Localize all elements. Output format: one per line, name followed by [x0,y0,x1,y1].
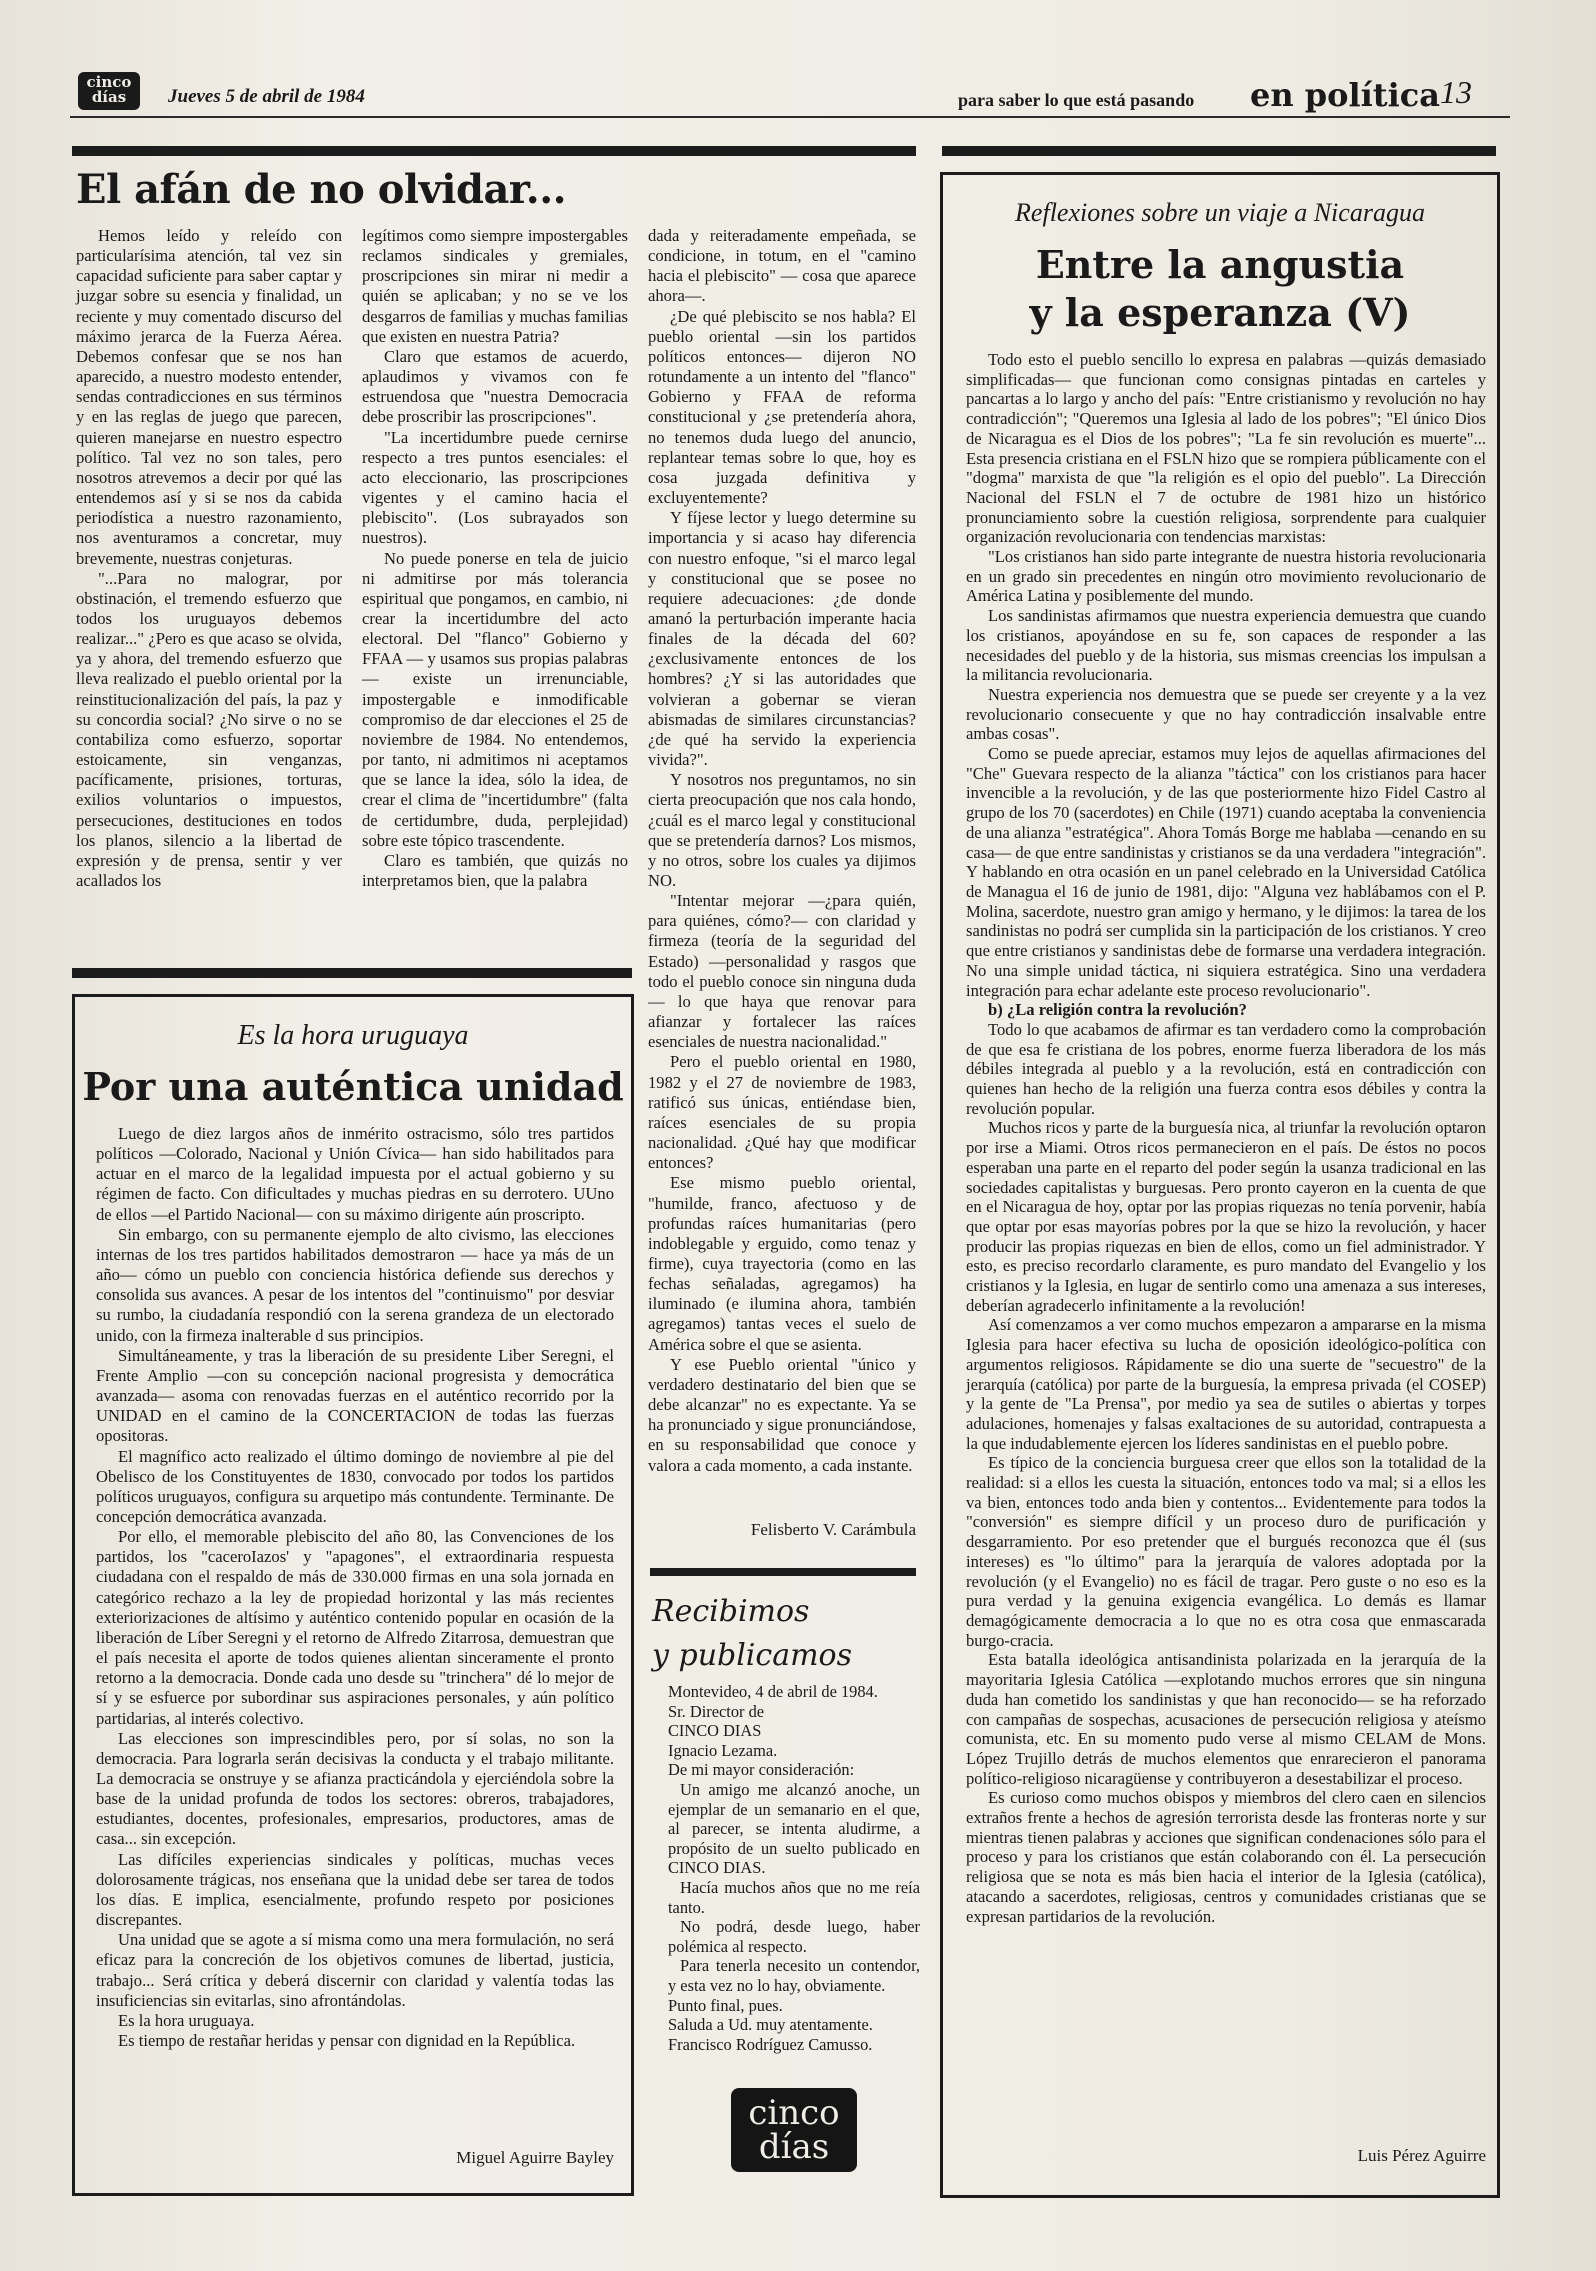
article3-letter [668,1682,920,2054]
paragraph: El magnífico acto realizado el último domingo de noviembre al pie del Obelisco de los Constituyentes de 1830, convocado por todos los partidos políticos uruguayos, configura su arquetipo más contundente. Terminante. De concepción democrática avanzada. [96,1446,614,1526]
paragraph: Nuestra experiencia nos demuestra que se puede ser creyente y a la vez revolucionario consecuente y que no hay contradicción insalvable entre ambas cosas". [966,684,1486,744]
paragraph: Y nosotros nos preguntamos, no sin cierta preocupación que nos cala hondo, ¿cuál es el marco legal y constitucional que se pretendería darnos? Los mismos, y no otros, sobre los cuales ya dijimos NO. [648,770,916,890]
letter-line: Sr. Director de [668,1701,765,1721]
paragraph: Y ese Pueblo oriental "único y verdadero destinatario del bien que se debe alcanzar" no es expectante. Ya se ha pronunciado y sigue pronunciándose, en su responsabilidad que conoce y valora a cada momento, a cada instante. [648,1354,916,1475]
paragraph: Es tiempo de restañar heridas y pensar con dignidad en la República. [118,2031,576,2051]
article3-title-line2: y publicamos [652,1638,852,1673]
article1-col1 [76,226,342,891]
paragraph: No puede ponerse en tela de juicio ni admitirse por más tolerancia espiritual que pongamos, en cambio, ni crear la incertidumbre del acto electoral. Del "flanco" Gobierno y FFAA — y usamos sus propias palabras— existe un irrenunciable, impostergable e inmodificable compromiso de dar elecciones el 25 de noviembre de 1984. No entendemos, por tanto, ni admitimos ni aceptamos que se lance la idea, sólo la idea, de crear el clima de "incertidumbre" (falta de certidumbre, duda, perplejidad) sobre este tópico trascendente. [362,548,628,850]
paragraph: "La incertidumbre puede cernirse respecto a tres puntos esenciales: el acto eleccionario, las proscripciones vigentes y el camino hacia el plebiscito". (Los subrayados son nuestros). [362,427,628,548]
letter-line: CINCO DIAS [668,1721,762,1741]
paragraph: Todo esto el pueblo sencillo lo expresa en palabras —quizás demasiado simplificadas— que funcionan como consignas pintadas en carteles y pancartas a lo largo y ancho del país: "Entre cristianismo y revolución no hay contradicción"; "Queremos una Iglesia al lado de los pobres"; "El único Dios de Nicaragua es el Dios de los pobres"; "La fe sin revolución es muerte"... Esta presencia cristiana en el FSLN hizo que se rompiera públicamente con el "dogma" marxista de que "la religión es el opio del pueblo". La Dirección Nacional del FSLN el 7 de octubre de 1981 hizo un histórico pronunciamiento sobre la cuestión religiosa, sorprendente para cualquier organización revolucionaria con tendencias marxistas: [966,350,1486,547]
header-rule [70,116,1510,118]
paragraph: "Los cristianos han sido parte integrante de nuestra historia revolucionaria en un grado sin precedentes en ningún otro movimiento revolucionario de América Latina y posiblemente del mundo. [966,547,1486,606]
paragraph: Un amigo me alcanzó anoche, un ejemplar de un semanario en el que, al parecer, se intenta aludirme, a propósito de un suelto publicado en CINCO DIAS. [668,1779,920,1878]
cinco-dias-logo-bottom [731,2088,857,2172]
article4-title-line2: y la esperanza (V) [1029,290,1411,335]
paragraph: legítimos como siempre impostergables reclamos sindicales y gremiales, proscripciones sin mirar ni medir a quién se aplicaban; y no se ve los desgarros de familias y muchas familias que existen en nuestra Patria? [362,226,628,346]
article4-signature: Luis Pérez Aguirre [1357,2146,1486,2165]
paragraph: Es típico de la conciencia burguesa creer que ellos son la totalidad de la realidad: si a ellos les cuesta la situación, entonces todo va mal; si a ellos les va bien, entonces todo anda bien y contentos... Evidentemente para todos la "conversión" es siempre difícil y un proceso duro de purificación y desgarramiento. Por eso pretender que el burgués reconozca que él (sus intereses) es "lo último" para la jerarquía de valores adoptada por la revolución (y el Evangelio) no es fácil de tragar. Pero guste o no eso es la pura verdad y la genuina exigencia evangélica. Lo demás es llamar demagógicamente democracia a lo que no es otra cosa que enmascarada burgo-cracia. [966,1453,1486,1650]
paragraph: Las elecciones son imprescindibles pero, por sí solas, no son la democracia. Para lograrla serán decisivas la conducta y el trabajo militante. La democracia se onstruye y se afianza practicándola y ejerciéndola sobre la base de la unidad profunda de todos los sectores: obreros, trabajadores, estudiantes, docentes, profesionales, empresarios, productores, amas de casa... sin excepción. [96,1728,614,1849]
paragraph: Una unidad que se agote a sí misma como una mera formulación, no será eficaz para la concreción de los objetivos comunes de libertad, justicia, trabajo... Será crítica y deberá discernir con claridad y valentía todas las insuficiencias sin evitarlas, sino afrontándolas. [96,1930,614,2010]
paragraph: Los sandinistas afirmamos que nuestra experiencia demuestra que cuando los cristianos, apoyándose en su fe, son capaces de responder a las necesidades del pueblo y de la historia, sus mismas creencias los impulsan a la militancia revolucionaria. [966,606,1486,685]
paragraph: ¿De qué plebiscito se nos habla? El pueblo oriental —sin los partidos políticos entonces— dijeron NO rotundamente a un intento del "flanco" Gobierno y FFAA de reforma constitucional y ¿se pretendería ahora, no tenemos duda luego del anuncio, replantear temas sobre lo que, hoy es cosa juzgada definitiva y excluyentemente? [648,306,916,508]
article4-top-bar [942,146,1496,156]
logo-text: cinco días [748,2093,840,2167]
header-tagline: para saber lo que está pasando [958,90,1195,110]
article1-top-bar [72,146,916,156]
page-number: 13 [1440,74,1472,110]
article1-col3 [648,226,916,1476]
paragraph: Hemos leído y releído con particularísima atención, tal vez sin capacidad suficiente para saber captar y juzgar sobre su esencia y finalidad, un reciente y muy comentado discurso del máximo jerarca de la Fuerza Aérea. Debemos confesar que se nos han aparecido, a nuestro modesto entender, sendas contradicciones en sus términos y en las reglas de juego que parecen, quieren manejarse en nuestro espectro político. Tal vez no son tales, pero nosotros atrevemos a decir por qué las entendemos así y si se nos da cabida periodística a nuestro razonamiento, nos aventuramos a concretar, muy brevemente, nuestras conjeturas. [76,226,342,568]
article2-kicker: Es la hora uruguaya [237,1020,469,1051]
paragraph: dada y reiteradamente empeñada, se condicione, in totum, en el "camino hacia el plebiscito" — cosa que aparece ahora—. [648,226,916,306]
paragraph: Es curioso como muchos obispos y miembros del clero caen en silencios extraños frente a hechos de agresión terrorista desde las fronteras norte y sur mientras tienen palabras y acciones que significan condenaciones sólo para el proceso y para los cristianos que están colaborando con él. La persecución religiosa que se nota es más bien hacia el interior de la Iglesia (católica), atacando a sacerdotes, religiosas, centros y comunidades cristianas que se expresan partidarios de la revolución. [966,1788,1486,1926]
paragraph: Así comenzamos a ver como muchos empezaron a ampararse en la misma Iglesia para hacer efectiva su lucha de oposición ideológico-política con argumentos religiosos. Rápidamente se dio una suerte de "secuestro" de la jerarquía (católica) por parte de la burguesía, la empresa privada (el COSEP) y la gente de "La Prensa", por medio ya sea de sutiles o abiertas y torpes adulaciones, homenajes y falsas exaltaciones de su autoridad, contrapuesta a la que indudablemente ejercen los líderes sandinistas en el pueblo pobre. [966,1315,1486,1453]
paragraph: Esta batalla ideológica antisandinista polarizada en la jerarquía de la mayoritaria Iglesia Católica —explotando muchos errores que sin ninguna duda han cometido los sandinistas y que han reconocido— se ha reforzado con campañas de sospechas, acusaciones de persecución religiosa y ateísmo comunista, etc. En su momento pudo verse al mismo CELAM de Mons. López Trujillo detrás de muchos elementos que enrarecieron el panorama político-religioso nicaragüense y contribuyeron a desestabilizar el proceso. [966,1650,1486,1788]
paragraph: Como se puede apreciar, estamos muy lejos de aquellas afirmaciones del "Che" Guevara respecto de la alianza "táctica" con los cristianos para hacer invencible a la revolución, y de las que posteriormente hizo Fidel Castro al grupo de los 70 (sacerdotes) en Chile (1971) cuando aceptaba la conveniencia de una alianza "estratégica". Ahora Tomás Borge me hablaba —cenando en su casa— de que entre sandinistas y cristianos se da una verdadera "integración". Y hablando en otra ocasión en un panel celebrado en la Universidad Católica de Managua el 16 de junio de 1981, dijo: "Alguna vez hablábamos con el P. Molina, sacerdote, nuestro gran amigo y hermano, y le dijimos: la tarea de los sandinistas no podrá ser cumplida sin la participación de los cristianos. Y creo que entre cristianos y sandinistas debe de formarse una verdadera integración. No una simple unidad táctica, ni siquiera estratégica. Sino una verdadera integración para echar adelante este proceso revolucionario". [966,744,1486,1000]
paragraph: Ese mismo pueblo oriental, "humilde, franco, afectuoso y de profundas raíces humanitarias (pero indoblegable y erguido, como tenaz y firme), cuya trayectoria (como en las fechas señaladas, agregamos) ha iluminado (e ilumina ahora, también agregamos) tantas veces el suelo de América sobre el que se asienta. [648,1173,916,1354]
paragraph: Es la hora uruguaya. [118,2010,255,2030]
article4-title-line1: Entre la angustia [1035,242,1405,287]
paragraph: Muchos ricos y parte de la burguesía nica, al triunfar la revolución optaron por irse a Miami. Otros ricos permanecieron en el país. De éstos no pocos esperaban una parte en el reparto del poder según la usanza tradicional en las sociedades capitalistas y burguesas. Pero pronto cayeron en la cuenta de que en el Nicaragua de hoy, optar por las propias riquezas no tenía porvenir, había que optar por esas mayorías pobres por la que se hizo la revolución, y hacer producir las propias riquezas en bien de ellos, como un fiel administrador. Y esto, es preciso recordarlo claramente, es puro mandato del Evangelio y los cristianos y la Iglesia, en lugar de sentirlo como una amenaza a sus intereses, deberían agradecerlo infinitamente a la revolución! [966,1118,1486,1315]
paragraph: Luego de diez largos años de inmérito ostracismo, sólo tres partidos políticos —Colorado, Nacional y Unión Cívica— han sido habilitados para actuar en el marco de la legalidad impuesta por el actual gobierno y su régimen de facto. Con dificultades y muchas piedras en su derrotero. UUno de ellos —el Partido Nacional— con su máximo dirigente aún proscripto. [96,1124,614,1224]
paragraph: "Intentar mejorar —¿para quién, para quiénes, cómo?— con claridad y firmeza (teoría de la seguridad del Estado) —personalidad y rasgos que todo el pueblo conoce sin ninguna duda— lo que haya que renovar para afianzar y fortalecer las raíces esenciales de nuestra nacionalidad." [648,891,916,1052]
paragraph: No podrá, desde luego, haber polémica al respecto. [668,1917,920,1956]
article1-title: El afán de no olvidar... [76,166,567,213]
article3-top-bar [650,1568,916,1576]
paragraph: Claro que estamos de acuerdo, aplaudimos y vivamos con fe estruendosa que "nuestra Democracia debe proscribir las proscripciones". [362,346,628,427]
article2-top-bar [72,968,632,978]
paragraph: Hacía muchos años que no me reía tanto. [668,1877,920,1917]
issue-date: Jueves 5 de abril de 1984 [168,86,365,107]
paragraph: Simultáneamente, y tras la liberación de su presidente Liber Seregni, el Frente Amplio —con su concepción nacional progresista y democrática avanzada— asoma con renovadas fuerzas en el auténtico recorrido por la UNIDAD en el camino de la CONCERTACION de todas las fuerzas opositoras. [96,1345,614,1446]
paragraph: Punto final, pues. [668,1995,783,2015]
article2-title: Por una auténtica unidad [82,1064,624,1109]
article2-body [96,1124,614,2051]
article1-col2 [362,226,628,891]
paragraph: Sin embargo, con su permanente ejemplo de alto civismo, las elecciones internas de los tres partidos habilitados demostraron — hace ya más de un año— cómo un pueblo con conciencia histórica defiende sus derechos y consolida sus avances. A pesar de los intentos del "continuismo" por desviar su rumbo, la ciudadanía respondió con la serena grandeza de un electorado unido, con la firmeza inalterable d sus principios. [96,1224,614,1345]
paragraph: Las difíciles experiencias sindicales y políticas, muchas veces dolorosamente trágicas, nos enseñana que la unidad debe ser tarea de todos los días. E implica, esencialmente, profundo respeto por posiciones discrepantes. [96,1849,614,1930]
paragraph: "...Para no malograr, por obstinación, el tremendo esfuerzo que todos los uruguayos debemos realizar..." ¿Pero es que acaso se olvida, ya y ahora, del tremendo esfuerzo que lleva realizado el pueblo oriental por la reinstitucionalización del país, la paz y su concordia social? ¿No sirve o no se contabiliza como esfuerzo, soportar estoicamente, sin venganzas, pacíficamente, prisiones, torturas, exilios voluntarios o impuestos, persecuciones, destituciones en todos los planos, silencio a la libertad de expresión y de prensa, sentir y ver acallados los [76,568,342,890]
paragraph: Francisco Rodríguez Camusso. [668,2034,873,2054]
article1-signature: Felisberto V. Carámbula [750,1520,916,1539]
cinco-dias-logo-top [78,72,140,110]
paragraph: Por ello, el memorable plebiscito del año 80, las Convenciones de los partidos, los "caceroIazos' y "apagones", el extraordinaria respuesta ciudadana con el respaldo de más de 330.000 firmas en una sola jornada en categórico rechazo a la ley de propiedad horizontal y las más recientes exteriorizaciones de altísimo y auténtico contenido popular en ocasión de la liberación de Líber Seregni y el retorno de Alfredo Zitarrosa, demuestran que el país necesita el aporte de todos quienes alientan sinceramente el pronto retorno a la democracia. Donde cada uno desde su "trinchera" dé lo mejor de sí y se esfuerce por subordinar sus aspiraciones personales, y aún político partidarias, al interés colectivo. [96,1527,614,1728]
subhead: b) ¿La religión contra la revolución? [988,1000,1247,1020]
article4-kicker: Reflexiones sobre un viaje a Nicaragua [1015,198,1425,227]
paragraph: Saluda a Ud. muy atentamente. [668,2015,873,2035]
article3-title-line1: Recibimos [652,1594,810,1629]
paragraph: Pero el pueblo oriental en 1980, 1982 y el 27 de noviembre de 1983, ratificó sus únicas, entiéndase bien, raíces esenciales de su propia nacionalidad. ¿Qué hay que modificar entonces? [648,1052,916,1173]
paragraph: Para tenerla necesito un contendor, y esta vez no lo hay, obviamente. [668,1956,920,1995]
paragraph: Todo lo que acabamos de afirmar es tan verdadero como la comprobación de que esa fe cristiana de los pobres, enorme fuerza liberadora de los más débiles integrada al pueblo y a la revolución, está en contradicción con quienes han hecho de la religión una fuerza contra esos débiles y contra la revolución popular. [966,1019,1486,1118]
article4-body [966,350,1486,1926]
section-name: en política [1250,76,1440,114]
letter-line: Montevideo, 4 de abril de 1984. [668,1682,878,1701]
letter-line: De mi mayor consideración: [668,1760,855,1780]
paragraph: Claro es también, que quizás no interpretamos bien, que la palabra [362,850,628,890]
paragraph: Y fíjese lector y luego determine su importancia y si acaso hay diferencia con nuestro enfoque, "si el marco legal y constitucional que se posee no requiere adecuaciones: ¿de donde amanó la perturbación imperante hacia finales de la década del 60? ¿exclusivamente entonces de los hombres? ¿Y si las autoridades que volvieran a gobernar se vieran abismadas de similares circunstancias? ¿de qué ha servido la experiencia vivida?". [648,508,916,770]
letter-line: Ignacio Lezama. [668,1740,778,1760]
logo-text: cinco días [86,73,132,106]
article2-signature: Miguel Aguirre Bayley [456,2148,614,2167]
